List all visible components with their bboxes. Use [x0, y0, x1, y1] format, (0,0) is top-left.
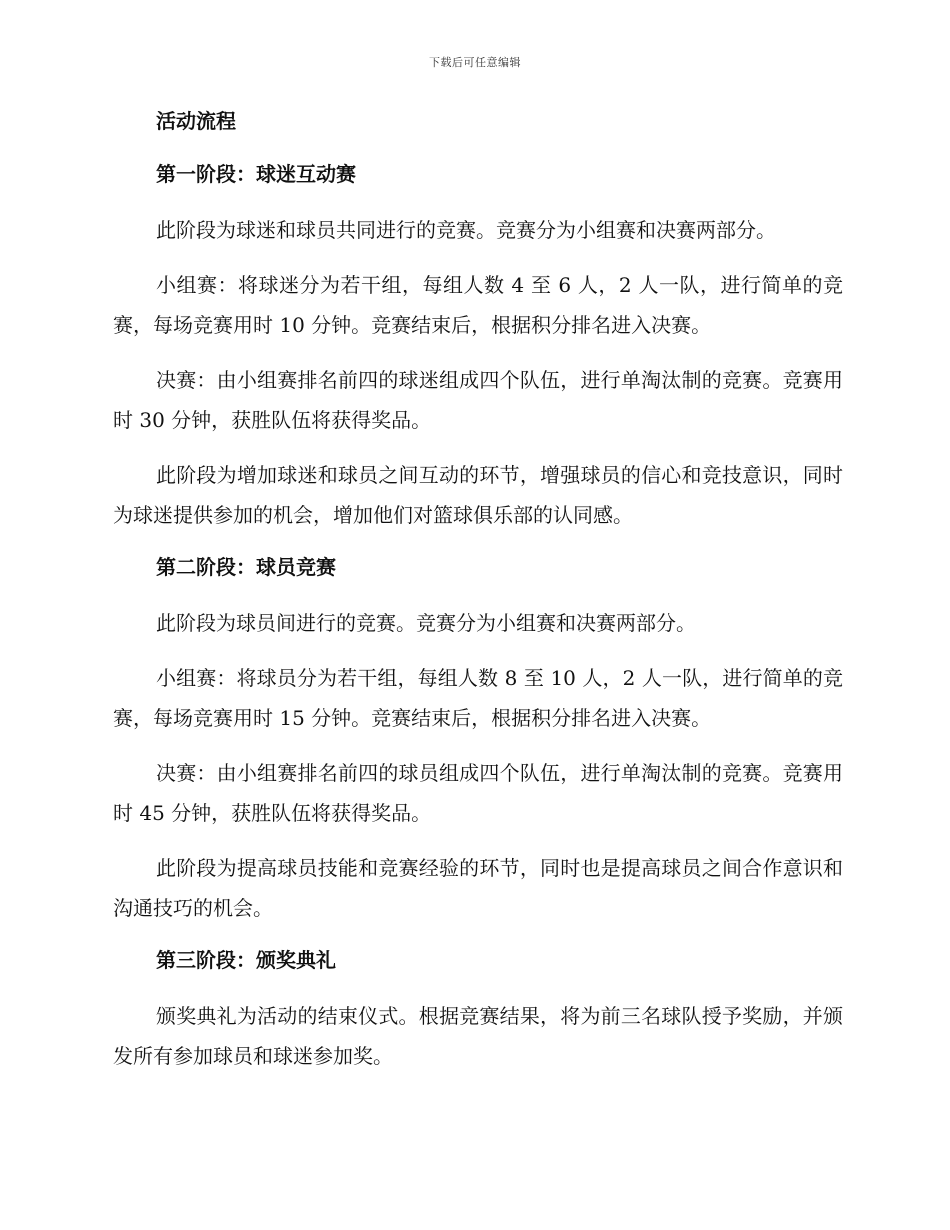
stage1-group-stage: 小组赛：将球迷分为若干组，每组人数 4 至 6 人，2 人一队，进行简单的竞赛，每场竞赛用时 10 分钟。竞赛结束后，根据积分排名进入决赛。	[113, 273, 843, 337]
stage3-heading: 第三阶段：颁奖典礼	[156, 948, 336, 972]
stage2-purpose: 此阶段为提高球员技能和竞赛经验的环节，同时也是提高球员之间合作意识和沟通技巧的机会。	[113, 856, 843, 920]
page-header: 下载后可任意编辑	[429, 56, 521, 69]
stage1-final: 决赛：由小组赛排名前四的球迷组成四个队伍，进行单淘汰制的竞赛。竞赛用时 30 分钟，获胜队伍将获得奖品。	[113, 368, 843, 432]
document-title: 活动流程	[156, 109, 236, 133]
stage1-intro: 此阶段为球迷和球员共同进行的竞赛。竞赛分为小组赛和决赛两部分。	[156, 218, 776, 242]
stage2-group-stage: 小组赛：将球员分为若干组，每组人数 8 至 10 人，2 人一队，进行简单的竞赛，每场竞赛用时 15 分钟。竞赛结束后，根据积分排名进入决赛。	[113, 666, 843, 730]
stage2-intro: 此阶段为球员间进行的竞赛。竞赛分为小组赛和决赛两部分。	[156, 611, 696, 635]
document-body	[113, 104, 843, 1091]
stage3-body: 颁奖典礼为活动的结束仪式。根据竞赛结果，将为前三名球队授予奖励，并颁发所有参加球员和球迷参加奖。	[113, 1004, 843, 1068]
stage2-heading: 第二阶段：球员竞赛	[156, 555, 336, 579]
stage2-final: 决赛：由小组赛排名前四的球员组成四个队伍，进行单淘汰制的竞赛。竞赛用时 45 分钟，获胜队伍将获得奖品。	[113, 761, 843, 825]
stage1-purpose: 此阶段为增加球迷和球员之间互动的环节，增强球员的信心和竞技意识，同时为球迷提供参加的机会，增加他们对篮球俱乐部的认同感。	[113, 463, 843, 527]
stage1-heading: 第一阶段：球迷互动赛	[156, 162, 356, 186]
